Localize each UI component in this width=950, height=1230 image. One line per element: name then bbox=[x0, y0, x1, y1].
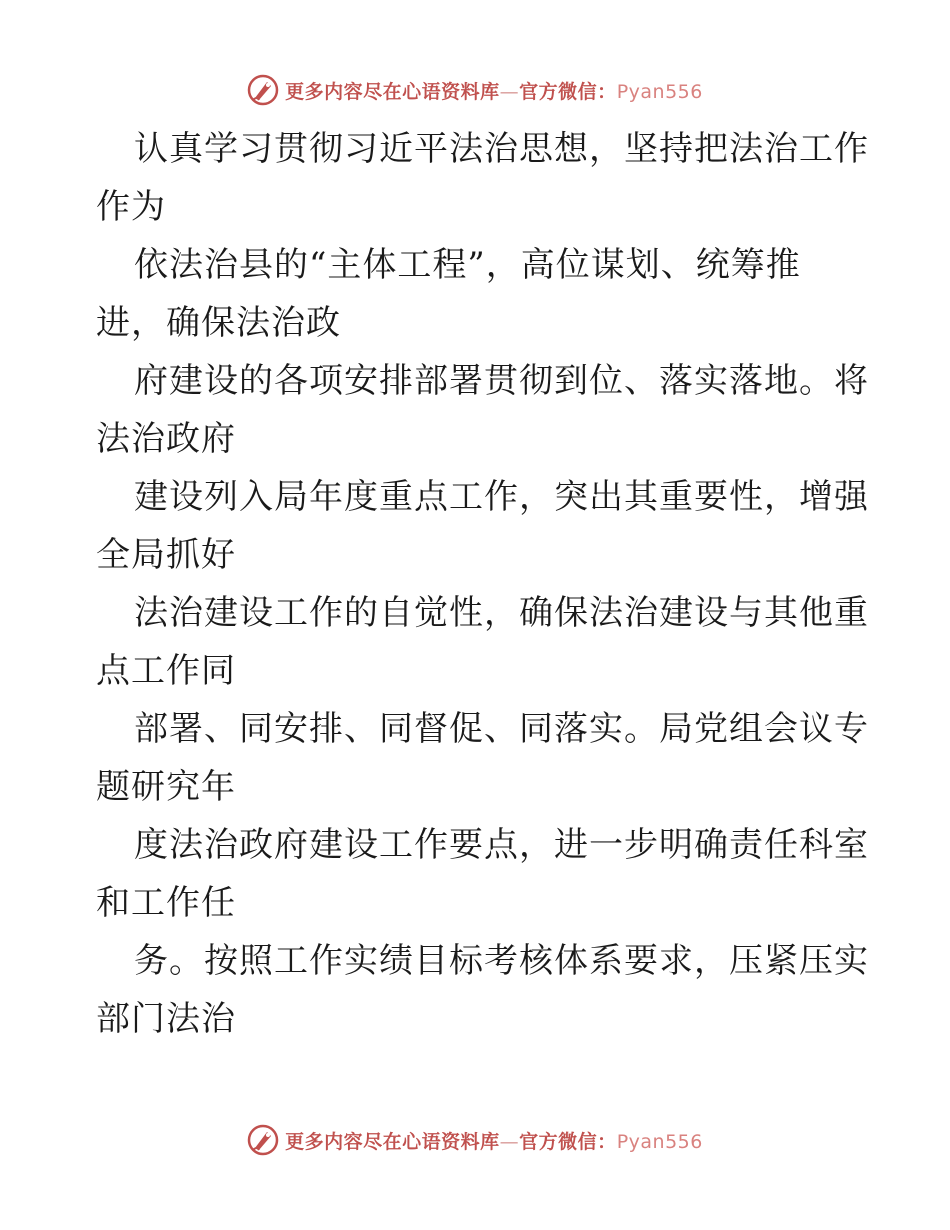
footer-banner-sub: 官方微信： bbox=[519, 1130, 617, 1153]
header-banner bbox=[0, 73, 950, 107]
header-banner-main: 更多内容尽在心语资料库 bbox=[285, 80, 500, 103]
header-banner-dash: — bbox=[499, 80, 520, 103]
body-line-3: 依法治县的“主体工程”，高位谋划、统筹推 bbox=[134, 245, 801, 285]
body-line-1: 认真学习贯彻习近平法治思想，坚持把法治工作 bbox=[134, 129, 869, 169]
footer-banner-main: 更多内容尽在心语资料库 bbox=[285, 1130, 500, 1153]
body-line-10: 点工作同 bbox=[96, 651, 236, 691]
body-line-6: 法治政府 bbox=[96, 419, 236, 459]
body-line-5: 府建设的各项安排部署贯彻到位、落实落地。将 bbox=[134, 361, 869, 401]
body-line-8: 全局抓好 bbox=[96, 535, 236, 575]
header-banner-id: Pyan556 bbox=[616, 80, 703, 103]
body-line-9: 法治建设工作的自觉性，确保法治建设与其他重 bbox=[134, 593, 869, 633]
footer-banner-dash: — bbox=[499, 1130, 520, 1153]
body-line-7: 建设列入局年度重点工作，突出其重要性，增强 bbox=[134, 477, 869, 517]
body-line-14: 和工作任 bbox=[96, 883, 236, 923]
pen-nib-logo-icon bbox=[247, 74, 279, 106]
body-line-15: 务。按照工作实绩目标考核体系要求，压紧压实 bbox=[134, 941, 869, 981]
body-line-4: 进，确保法治政 bbox=[96, 303, 341, 343]
body-line-13: 度法治政府建设工作要点，进一步明确责任科室 bbox=[134, 825, 869, 865]
body-line-2: 作为 bbox=[96, 187, 166, 227]
pen-nib-logo-icon bbox=[247, 1124, 279, 1156]
header-banner-sub: 官方微信： bbox=[519, 80, 617, 103]
footer-banner-id: Pyan556 bbox=[616, 1130, 703, 1153]
body-line-12: 题研究年 bbox=[96, 767, 236, 807]
header-banner-text bbox=[285, 77, 703, 104]
document-body bbox=[96, 120, 869, 1048]
body-line-16: 部门法治 bbox=[96, 999, 236, 1039]
body-line-11: 部署、同安排、同督促、同落实。局党组会议专 bbox=[134, 709, 869, 749]
footer-banner-text bbox=[285, 1127, 703, 1154]
footer-banner bbox=[0, 1123, 950, 1157]
